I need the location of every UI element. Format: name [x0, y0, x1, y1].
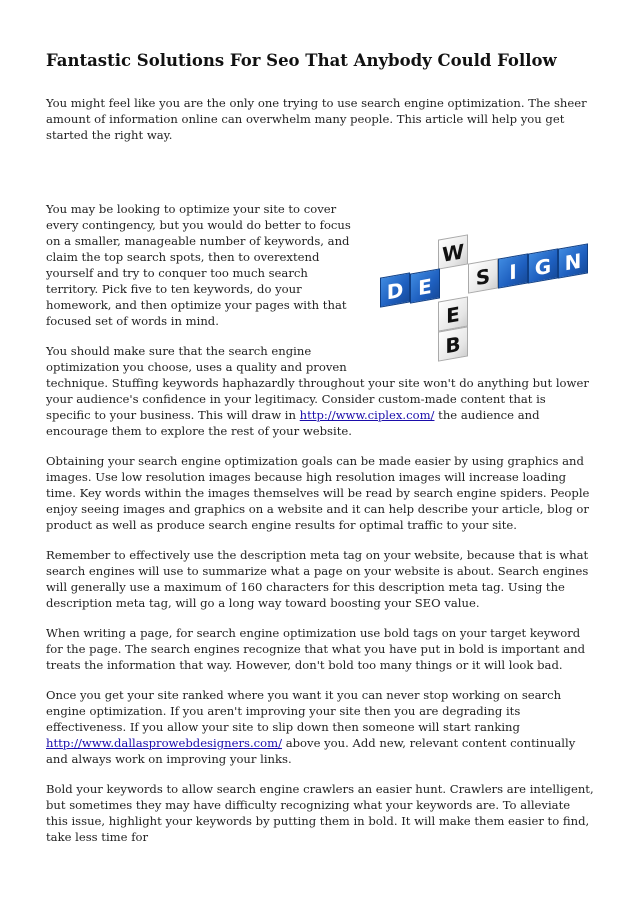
cube-letter-i: I: [498, 253, 528, 288]
paragraph-text: above you. Add new, relevant content continually and always work on improving your links.: [46, 736, 576, 766]
cube-letter-b: B: [438, 326, 468, 361]
page-title: Fantastic Solutions For Seo That Anybody Could Follow: [46, 51, 557, 70]
link-ciplex[interactable]: http://www.ciplex.com/: [299, 408, 435, 422]
paragraph-keep-working: [46, 687, 594, 767]
paragraph-text: Once you get your site ranked where you want it you can never stop working on search engine optimization. If you aren't improving your site then you are degrading its effectiveness. If you allow your site to slip down then someone will start ranking: [46, 688, 562, 734]
paragraph-meta-tag: Remember to effectively use the description meta tag on your website, because that is what search engines will use to summarize what a page on your website is about. Search engines will generally use a maximum of 160 characters for this description meta tag. Using the description meta tag, will go a long way toward boosting your SEO value.: [46, 548, 589, 610]
paragraph-graphics-images: Obtaining your search engine optimization goals can be made easier by using graphics and images. Use low resolution images because high resolution images will increase loading time. Key words within the images themselves will be read by search engine spiders. People enjoy seeing images and graphics on a website and it can help describe your article, blog or product as well as produce search engine results for optimal traffic to your site.: [46, 454, 590, 532]
document-page: [46, 0, 594, 859]
paragraph-text: You should make sure that the search engine optimization you choose, uses a quality and proven technique. Stuffing keywords haphazardly throughout your site won't do anything but lower your audience's confidence in your legitimacy. Consider custom-made content that is specific to your business. This will draw in: [46, 344, 589, 422]
intro-paragraph: You might feel like you are the only one trying to use search engine optimization. The sheer amount of information online can overwhelm many people. This article will help you get started the right way.: [46, 96, 587, 142]
cube-letter-e: E: [410, 268, 440, 303]
cube-letter-d: D: [380, 272, 410, 307]
cube-letter-n: N: [558, 243, 588, 278]
paragraph-bold-tags: When writing a page, for search engine optimization use bold tags on your target keyword for the page. The search engines recognize that what you have put in bold is important and treats the information that way. However, don't bold too many things or it will look bad.: [46, 626, 586, 672]
cube-letter-g: G: [528, 248, 558, 283]
cube-letter-e-vertical: E: [438, 296, 468, 331]
cube-letter-w: W: [438, 234, 468, 269]
cube-letter-s: S: [468, 258, 498, 293]
paragraph-bold-keywords: Bold your keywords to allow search engine crawlers an easier hunt. Crawlers are intelligent, but sometimes they may have difficulty recognizing what your keywords are. To alleviate this issue, highlight your keywords by putting them in bold. It will make them easier to find, take less time for: [46, 782, 594, 844]
paragraph-keywords-focus: You may be looking to optimize your site to cover every contingency, but you would do better to focus on a smaller, manageable number of keywords, and claim the top search spots, then to overextend yourself and try to conquer too much search territory. Pick five to ten keywords, do your homework, and then optimize your pages with that focused set of words in mind.: [46, 202, 351, 328]
link-dallasprowebdesigners[interactable]: http://www.dallasprowebdesigners.com/: [46, 736, 283, 750]
paragraph-text: the audience and encourage them to explore the rest of your website.: [46, 408, 540, 438]
web-design-cubes-image: [366, 227, 594, 367]
